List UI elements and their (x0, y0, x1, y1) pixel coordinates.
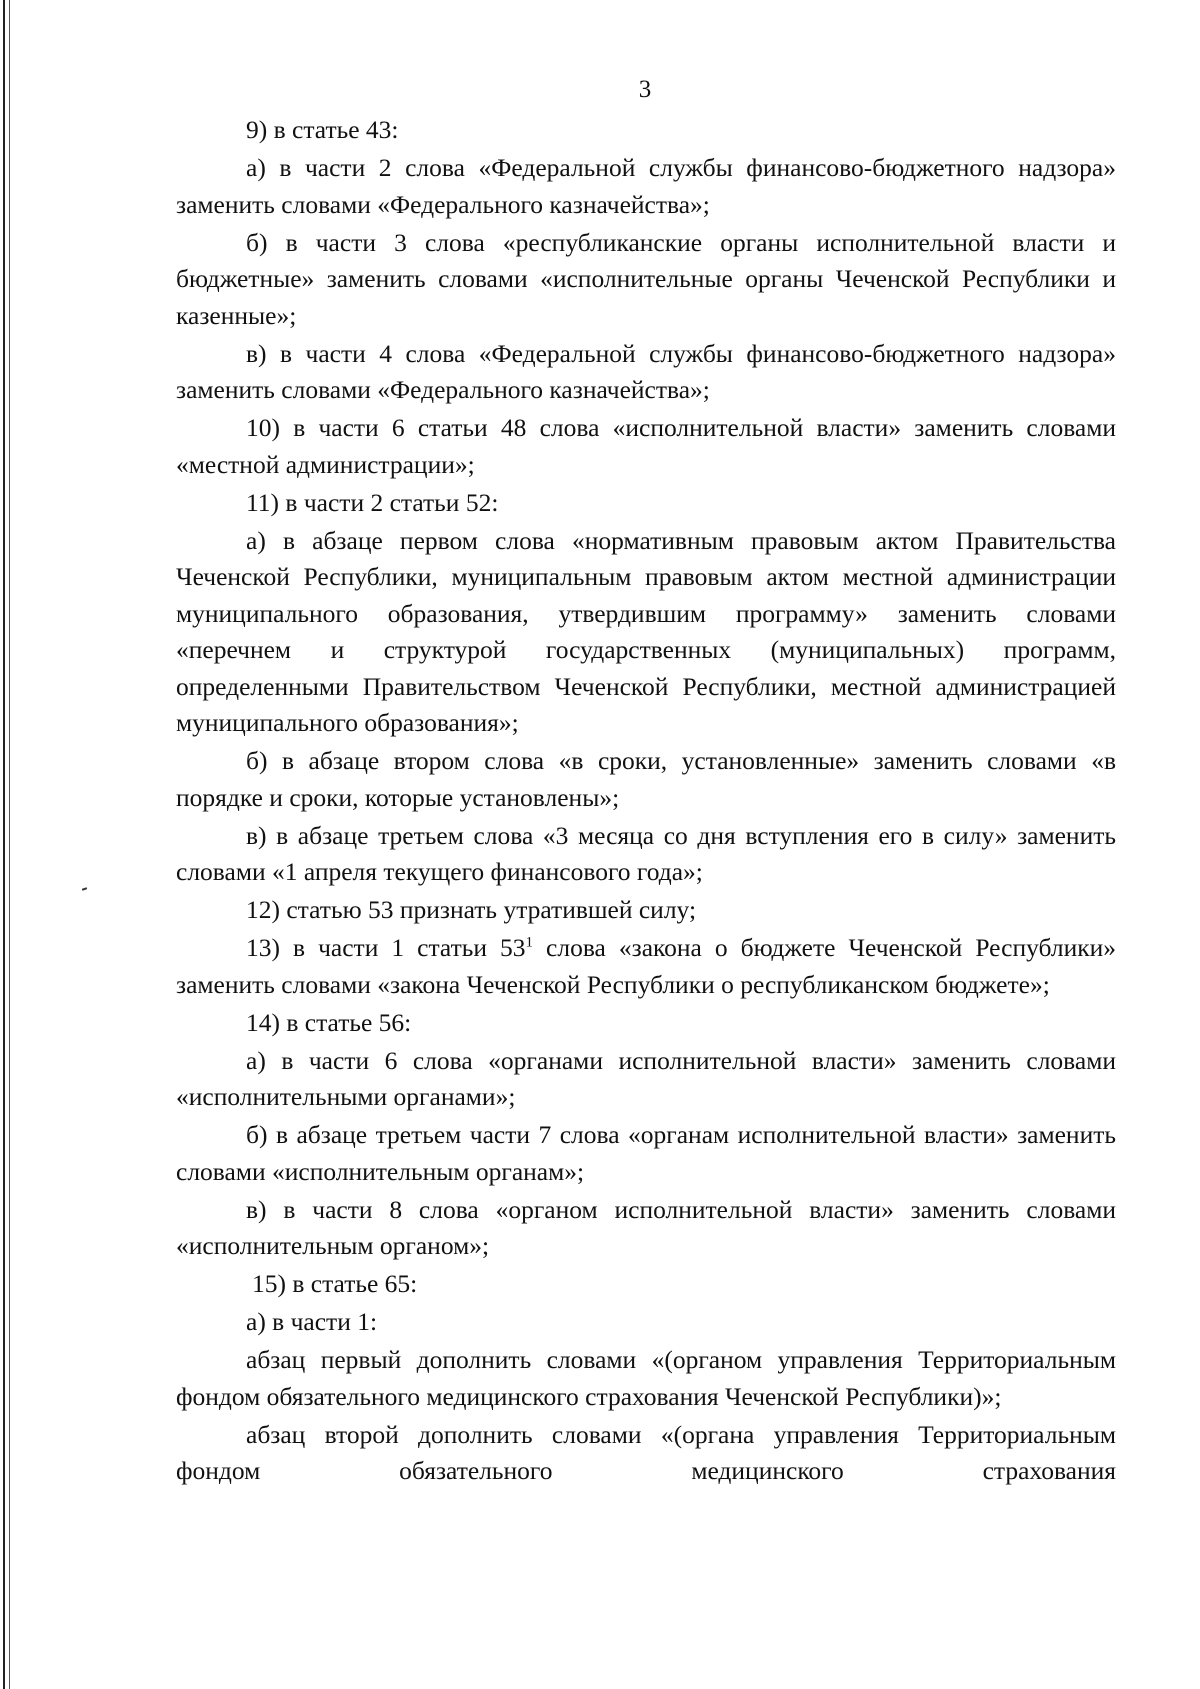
paragraph-item-9c: в) в части 4 слова «Федеральной службы финансово-бюджетного надзора» заменить словами «Федерального казначейства»; (176, 338, 1116, 404)
paragraph-item-11a: а) в абзаце первом слова «нормативным правовым актом Правительства Чеченской Республики, муниципальным правовым актом местной администрации муниципального образования, утвердившим программу» заменить словами «перечнем и структурой государственных (муниципальных) программ, определенными Правительством Чеченской Республики, местной администрацией муниципального образования»; (176, 525, 1116, 737)
stray-mark (82, 887, 87, 891)
superscript-index: 1 (525, 934, 534, 951)
paragraph-item-11b: б) в абзаце втором слова «в сроки, установленные» заменить словами «в порядке и сроки, которые установлены»; (176, 746, 1116, 812)
paragraph-item-9b: б) в части 3 слова «республиканские органы исполнительной власти и бюджетные» заменить словами «исполнительные органы Чеченской Республики и казенные»; (176, 227, 1116, 330)
paragraph-13-rest: слова «закона о бюджете Чеченской Республики» заменить словами «закона Чеченской Республики о республиканском бюджете»; (176, 933, 1117, 999)
document-body (176, 112, 1116, 1491)
paragraph-item-11c: в) в абзаце третьем слова «3 месяца со дня вступления его в силу» заменить словами «1 апреля текущего финансового года»; (176, 820, 1116, 886)
paragraph-item-13 (176, 930, 1116, 1003)
scan-line (3, 0, 5, 1689)
paragraph-item-9a: а) в части 2 слова «Федеральной службы финансово-бюджетного надзора» заменить словами «Федерального казначейства»; (176, 153, 1116, 219)
scan-edge-artifact (0, 0, 14, 1689)
paragraph-item-15: 15) в статье 65: (252, 1269, 418, 1298)
paragraph-item-14: 14) в статье 56: (246, 1007, 412, 1037)
page-number: 3 (638, 76, 652, 103)
paragraph-item-15a-2: абзац второй дополнить словами «(органа управления Территориальным фондом обязательного медицинского страхования (176, 1419, 1116, 1485)
paragraph-item-14c: в) в части 8 слова «органом исполнительной власти» заменить словами «исполнительным органом»; (176, 1194, 1116, 1260)
paragraph-item-9: 9) в статье 43: (246, 115, 399, 144)
paragraph-item-12: 12) статью 53 признать утратившей силу; (246, 895, 697, 924)
paragraph-item-15a: а) в части 1: (246, 1307, 378, 1336)
paragraph-item-14b: б) в абзаце третьем части 7 слова «органам исполнительной власти» заменить словами «исполнительным органам»; (176, 1120, 1116, 1186)
paragraph-item-14a: а) в части 6 слова «органами исполнительной власти» заменить словами «исполнительными органами»; (176, 1045, 1116, 1111)
paragraph-13-start: 13) в части 1 статьи 53 (246, 933, 526, 962)
paragraph-item-11: 11) в части 2 статьи 52: (246, 487, 499, 517)
scan-line (9, 0, 10, 1689)
paragraph-item-15a-1: абзац первый дополнить словами «(органом управления Территориальным фондом обязательного медицинского страхования Чеченской Республики)»; (176, 1345, 1116, 1411)
paragraph-item-10: 10) в части 6 статьи 48 слова «исполнительной власти» заменить словами «местной администрации»; (176, 413, 1116, 479)
